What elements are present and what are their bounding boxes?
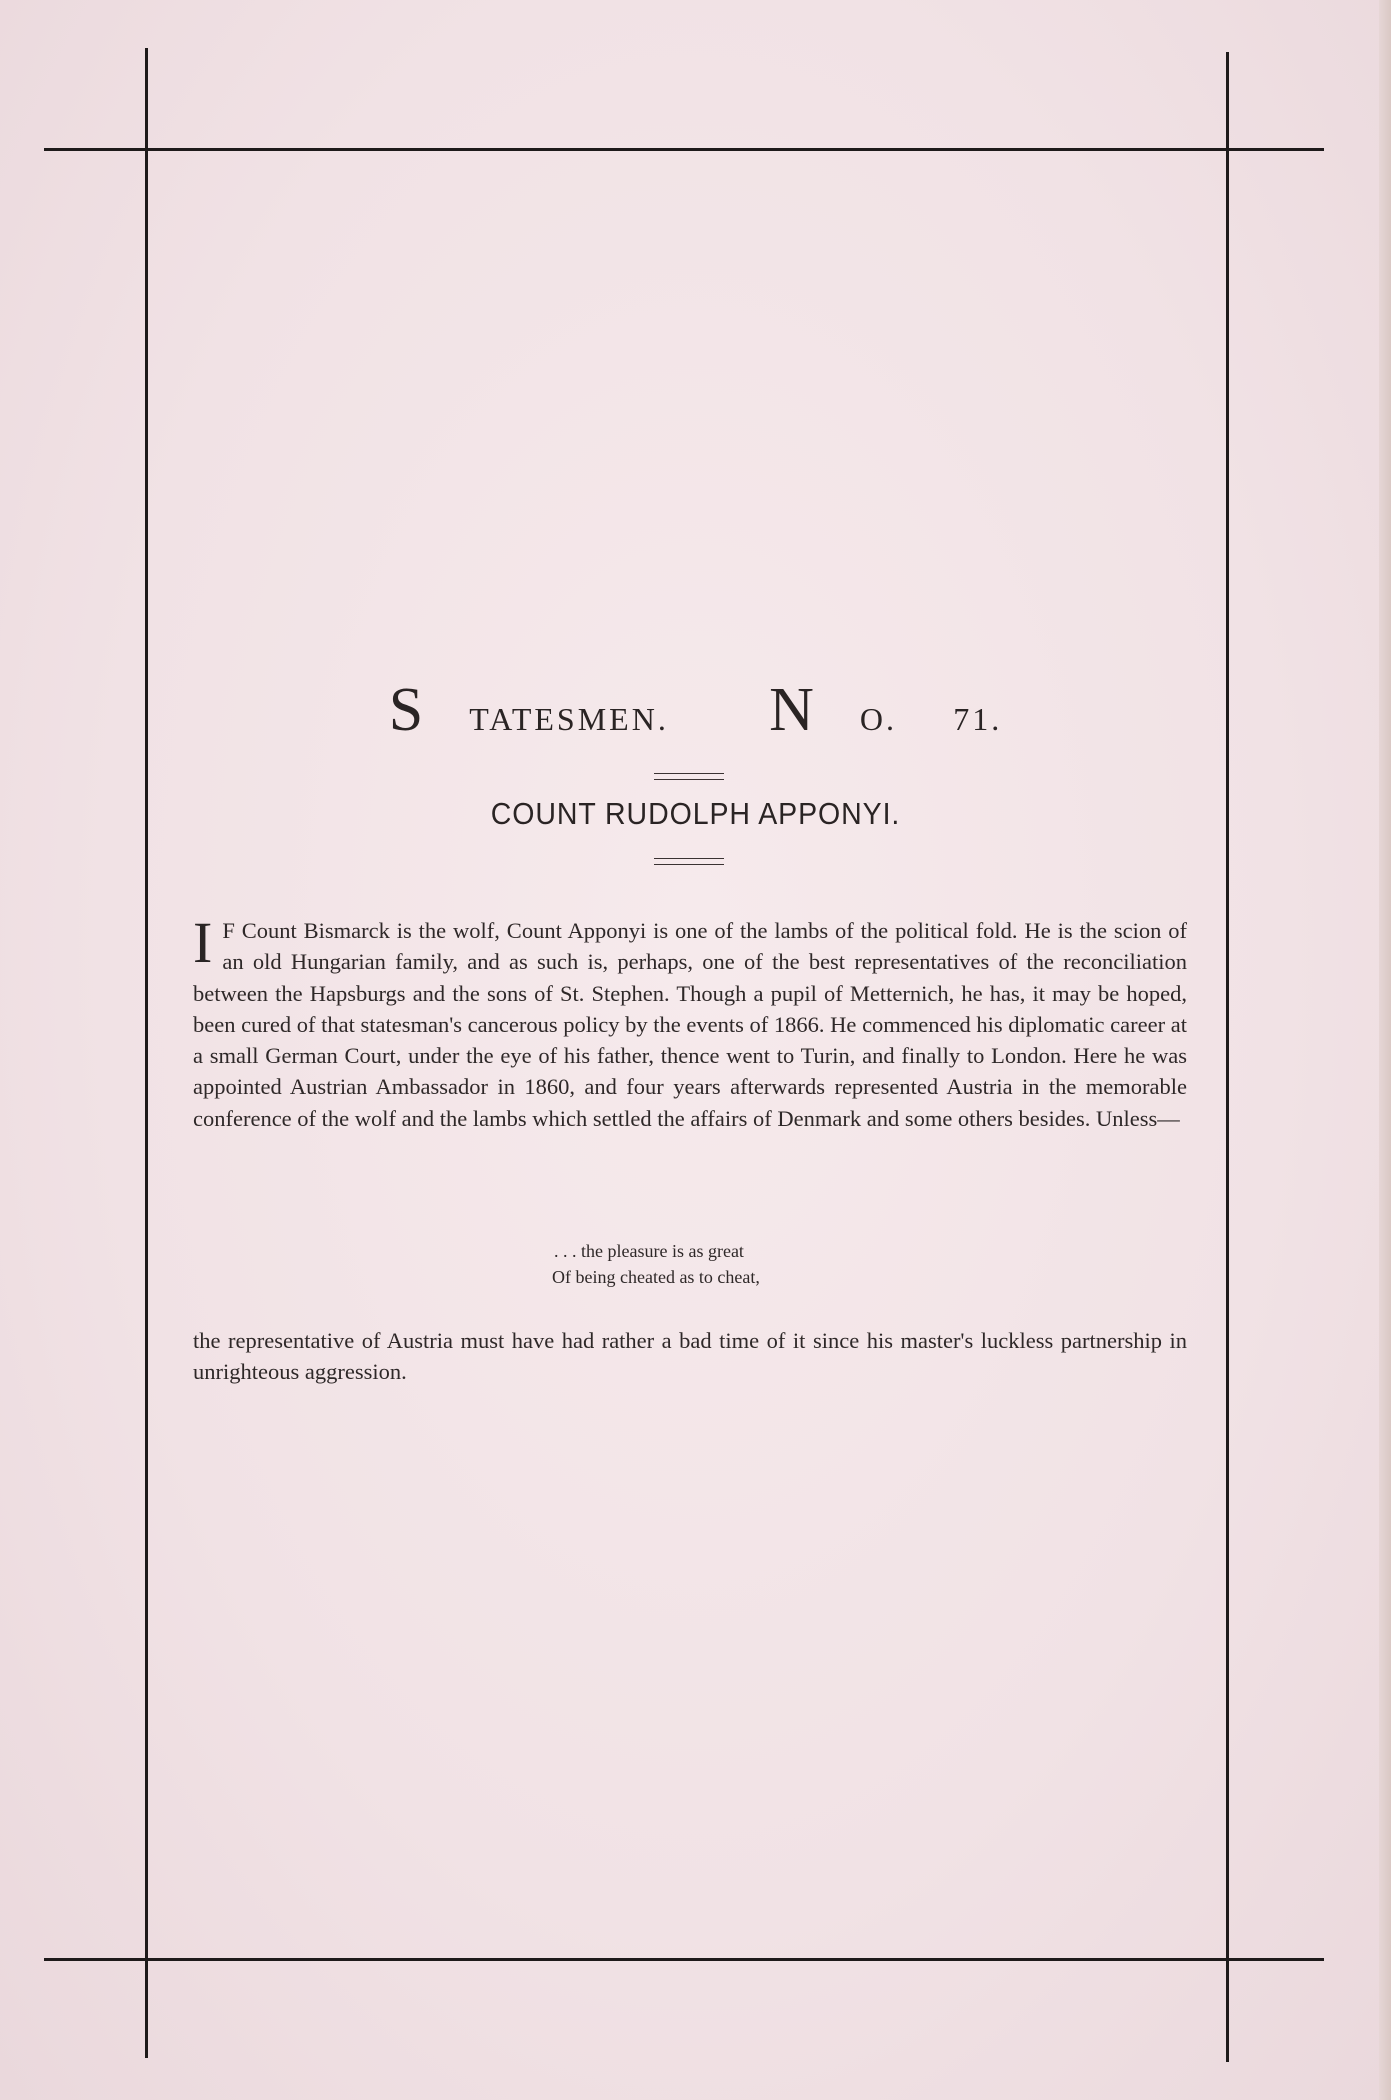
series-number <box>747 676 1024 744</box>
verse-line-2: Of being cheated as to cheat, <box>552 1267 760 1287</box>
series-heading <box>0 675 1391 746</box>
verse-line-1: . . . the pleasure is as great <box>554 1241 744 1261</box>
article-title: COUNT RUDOLPH APPONYI. <box>490 796 901 831</box>
series-title-rest: TATESMEN. <box>469 701 669 737</box>
paragraph-1-text: F Count Bismarck is the wolf, Count Apponyi is one of the lambs of the political fold. He is the scion of an old Hungarian family, and as such is, perhaps, one of the best representatives of the reconciliation between the Hapsburgs and the sons of St. Stephen. Though a pupil of Metternich, he has, it may be hoped, been cured of that statesman's cancerous policy by the events of 1866. He commenced his diplomatic career at a small German Court, under the eye of his father, thence went to Turin, and finally to London. Here he was appointed Austrian Ambassador in 1860, and four years afterwards represented Austria in the memorable conference of the wolf and the lambs which settled the affairs of Denmark and some others besides. Unless— <box>193 918 1187 1131</box>
border-rule-left <box>145 48 148 2058</box>
ornamental-rule-upper <box>654 773 724 780</box>
series-number-value: 71. <box>953 701 1003 737</box>
page-edge <box>1379 0 1391 2100</box>
ornamental-rule-lower <box>654 858 724 865</box>
article-paragraph-1 <box>193 910 1187 1134</box>
verse-quotation <box>540 1238 940 1290</box>
border-rule-top <box>44 148 1324 151</box>
series-title <box>367 676 691 744</box>
border-rule-right <box>1226 52 1229 2062</box>
series-title-cap: S <box>388 676 426 744</box>
series-number-cap: N <box>769 676 816 744</box>
series-number-rest: O. <box>859 701 897 737</box>
drop-cap: I <box>193 910 213 975</box>
article-paragraph-2: the representative of Austria must have had rather a bad time of it since his master's luckless partnership in unrighteous aggression. <box>193 1328 1187 1385</box>
border-rule-bottom <box>44 1958 1324 1961</box>
